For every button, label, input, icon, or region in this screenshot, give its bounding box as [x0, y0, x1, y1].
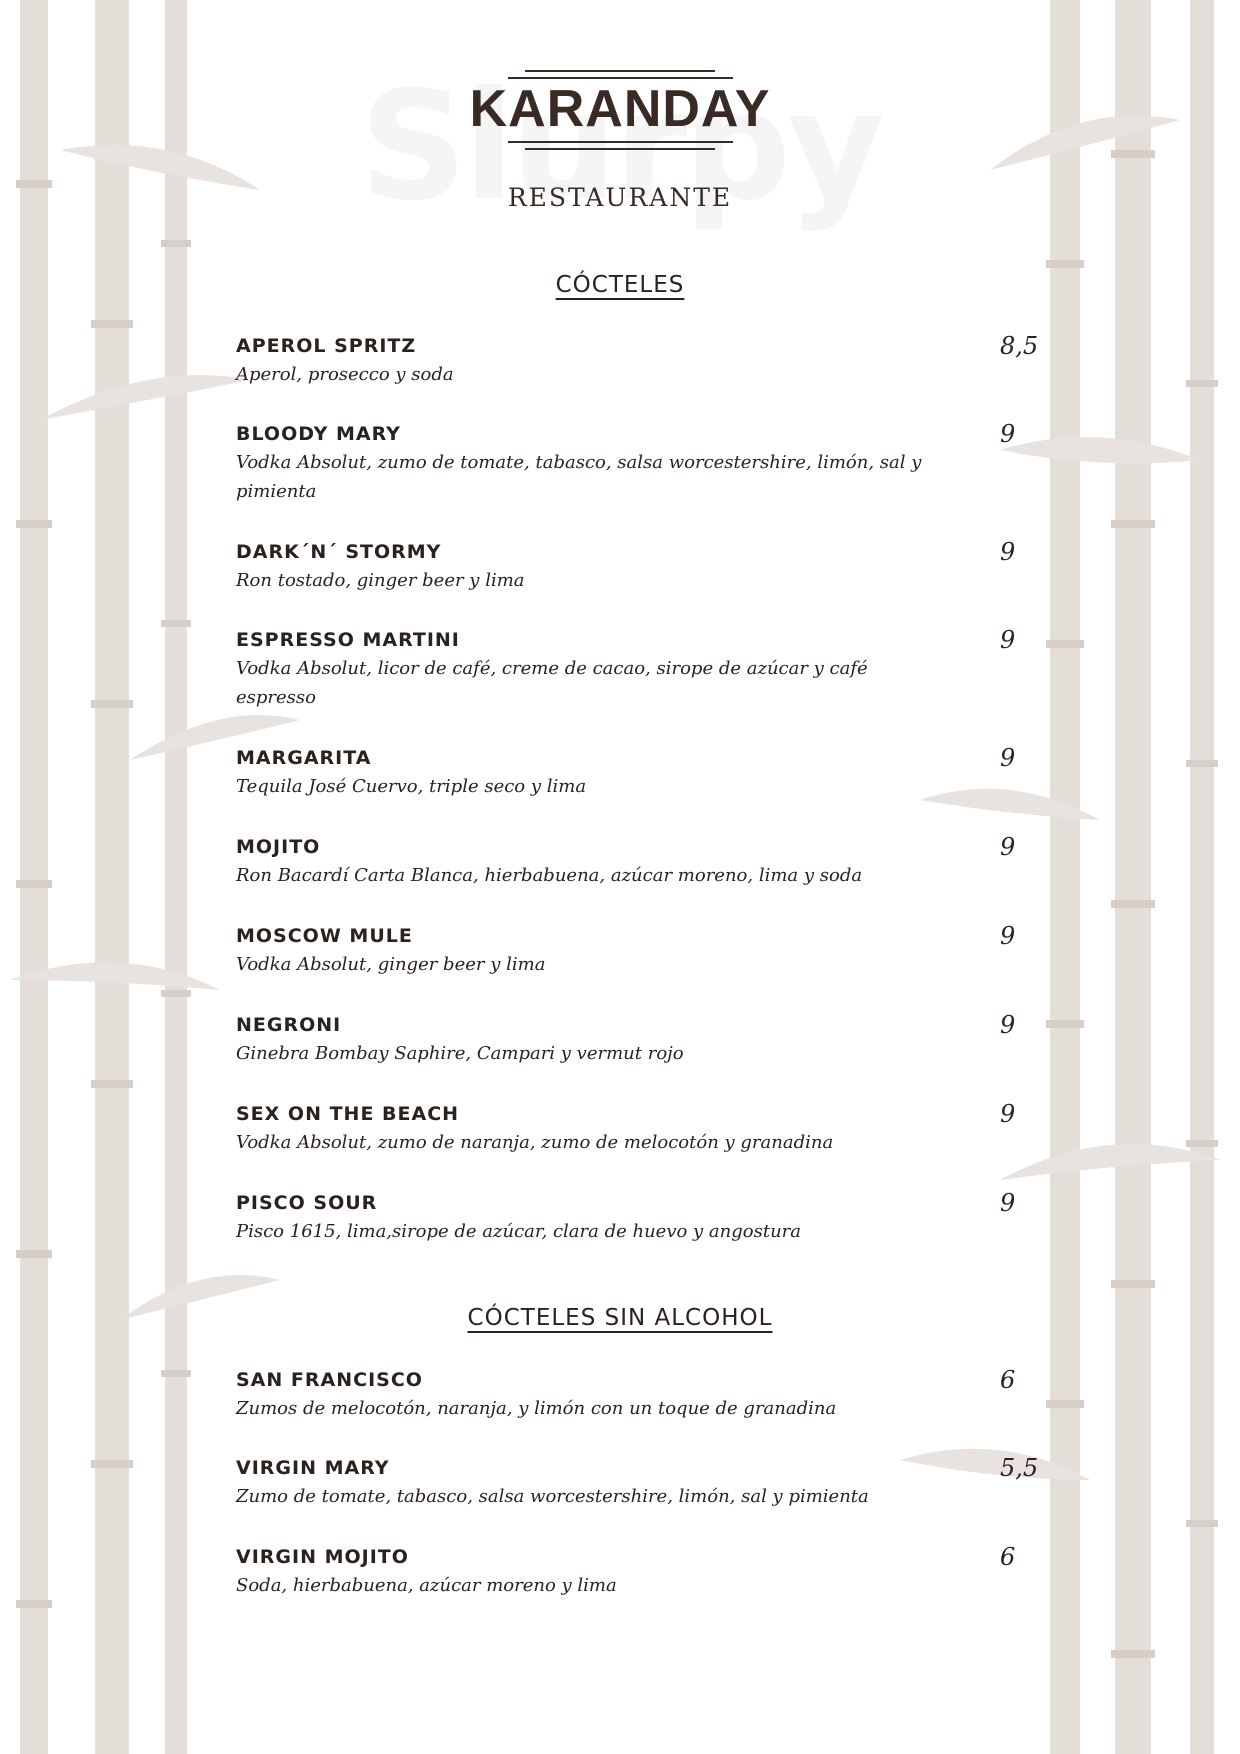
restaurant-logo: [420, 70, 820, 150]
item-price: 9: [1000, 626, 1016, 654]
item-price: 9: [1000, 1011, 1016, 1039]
item-name: NEGRONI: [236, 1014, 342, 1036]
menu-item: [236, 922, 1056, 979]
item-name: SAN FRANCISCO: [236, 1369, 423, 1391]
menu-item: [236, 1543, 1056, 1600]
item-name: APEROL SPRITZ: [236, 335, 417, 357]
item-price: 9: [1000, 744, 1016, 772]
item-name: PISCO SOUR: [236, 1192, 378, 1214]
item-name: MOSCOW MULE: [236, 925, 413, 947]
item-name: ESPRESSO MARTINI: [236, 629, 460, 651]
item-description: Vodka Absolut, ginger beer y lima: [236, 954, 546, 975]
menu-item: [236, 833, 1056, 890]
brand-name: KARANDAY: [469, 80, 771, 138]
item-price: 9: [1000, 1189, 1016, 1217]
item-name: DARK´N´ STORMY: [236, 541, 442, 563]
item-price: 6: [1000, 1543, 1016, 1571]
item-price: 9: [1000, 922, 1016, 950]
item-description: Zumo de tomate, tabasco, salsa worcestershire, limón, sal y pimienta: [236, 1486, 869, 1507]
item-price: 9: [1000, 420, 1016, 448]
menu-item: [236, 1454, 1056, 1511]
item-price: 5,5: [1000, 1454, 1039, 1482]
item-description: Ginebra Bombay Saphire, Campari y vermut rojo: [236, 1043, 684, 1064]
menu-item: [236, 1189, 1056, 1246]
item-price: 9: [1000, 1100, 1016, 1128]
item-description: Soda, hierbabuena, azúcar moreno y lima: [236, 1575, 617, 1596]
menu-item: [236, 1366, 1056, 1423]
item-description: Pisco 1615, lima,sirope de azúcar, clara de huevo y angostura: [236, 1221, 802, 1242]
restaurant-subtitle: RESTAURANTE: [507, 183, 733, 212]
section-title-cocteles: CÓCTELES: [555, 272, 685, 298]
menu-item: [236, 1100, 1056, 1157]
item-description: Vodka Absolut, zumo de tomate, tabasco, salsa worcestershire, limón, sal y pimienta: [236, 452, 922, 502]
item-description: Aperol, prosecco y soda: [236, 364, 454, 385]
item-description: Ron tostado, ginger beer y lima: [236, 570, 525, 591]
item-price: 9: [1000, 538, 1016, 566]
item-description: Tequila José Cuervo, triple seco y lima: [236, 776, 587, 797]
logo-rule: [525, 70, 715, 72]
item-description: Vodka Absolut, licor de café, creme de cacao, sirope de azúcar y café espresso: [236, 658, 868, 708]
item-name: VIRGIN MOJITO: [236, 1546, 409, 1568]
item-price: 9: [1000, 833, 1016, 861]
item-name: SEX ON THE BEACH: [236, 1103, 460, 1125]
section-title-cocteles-sin-alcohol: CÓCTELES SIN ALCOHOL: [467, 1305, 773, 1331]
item-name: BLOODY MARY: [236, 423, 401, 445]
menu-item: [236, 332, 1056, 389]
menu-item: [236, 626, 1056, 712]
logo-rule: [525, 148, 715, 150]
menu-item: [236, 744, 1056, 801]
item-name: MOJITO: [236, 836, 321, 858]
item-price: 8,5: [1000, 332, 1039, 360]
menu-item: [236, 538, 1056, 595]
item-name: MARGARITA: [236, 747, 372, 769]
menu-item: [236, 420, 1056, 506]
item-description: Zumos de melocotón, naranja, y limón con un toque de granadina: [236, 1398, 837, 1419]
item-description: Ron Bacardí Carta Blanca, hierbabuena, azúcar moreno, lima y soda: [236, 865, 863, 886]
item-price: 6: [1000, 1366, 1016, 1394]
item-description: Vodka Absolut, zumo de naranja, zumo de melocotón y granadina: [236, 1132, 834, 1153]
logo-rule: [508, 141, 733, 143]
item-name: VIRGIN MARY: [236, 1457, 390, 1479]
menu-item: [236, 1011, 1056, 1068]
